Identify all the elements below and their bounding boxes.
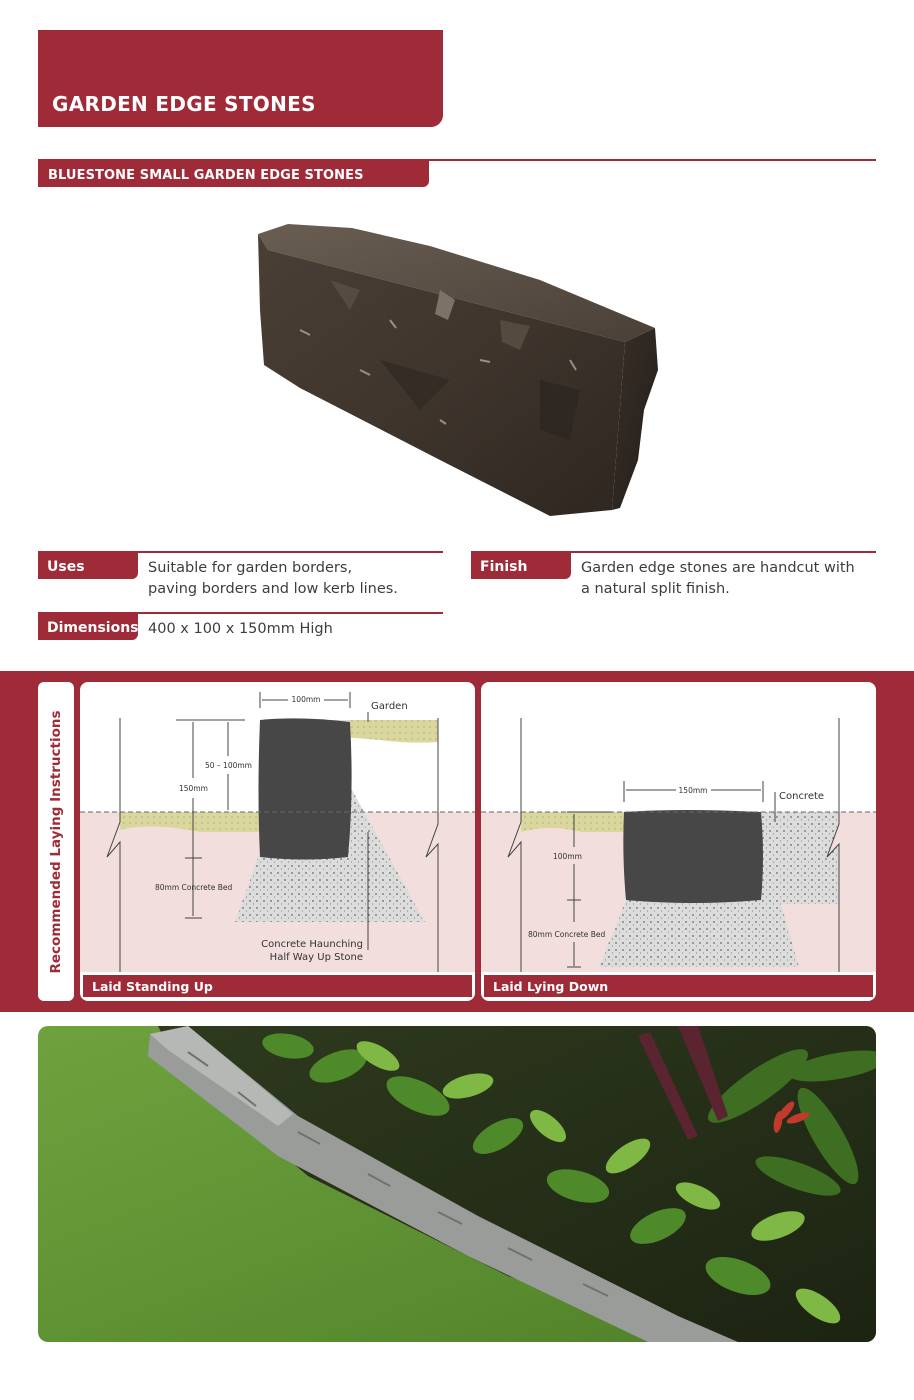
dimensions-value: 400 x 100 x 150mm High (148, 621, 333, 637)
uses-line-2: paving borders and low kerb lines. (148, 581, 398, 597)
lying-concrete-label: Concrete (779, 791, 825, 802)
standing-haunch-line-1: Concrete Haunching (261, 939, 363, 950)
lying-caption-bar (484, 975, 873, 997)
stone-product-image (240, 210, 680, 530)
dimensions-label-tab (38, 612, 138, 640)
garden-edge-photo (38, 1026, 876, 1342)
diagram-standing-card (80, 682, 475, 1001)
finish-label-tab (471, 551, 571, 579)
laying-side-card (38, 682, 74, 1001)
finish-text (581, 558, 855, 600)
finish-label: Finish (480, 559, 528, 575)
standing-width-label: 100mm (291, 695, 321, 704)
product-title-tab (38, 159, 429, 187)
diagram-standing (80, 682, 475, 1001)
uses-line-1: Suitable for garden borders, (148, 560, 353, 576)
header-banner (38, 30, 443, 127)
standing-caption: Laid Standing Up (92, 979, 213, 994)
lying-caption: Laid Lying Down (493, 979, 609, 994)
product-title-rule (429, 159, 876, 161)
laying-instructions-label: Recommended Laying Instructions (48, 710, 64, 974)
uses-text (148, 558, 398, 600)
page-title: GARDEN EDGE STONES (52, 92, 316, 116)
garden-scene-image (38, 1026, 876, 1342)
dimensions-label: Dimensions (47, 620, 139, 636)
standing-bed-label: 80mm Concrete Bed (155, 883, 233, 892)
diagram-lying-card (481, 682, 876, 1001)
standing-haunch-line-2: Half Way Up Stone (269, 952, 363, 963)
diagram-lying (481, 682, 876, 1001)
product-title: BLUESTONE SMALL GARDEN EDGE STONES (48, 168, 364, 183)
standing-depth-label: 50 – 100mm (205, 761, 252, 770)
lying-height-label: 100mm (553, 852, 582, 861)
lying-width-label: 150mm (678, 786, 708, 795)
standing-garden-label: Garden (371, 701, 408, 712)
finish-rule (571, 551, 876, 553)
uses-rule (138, 551, 443, 553)
lying-bed-label: 80mm Concrete Bed (528, 930, 606, 939)
standing-caption-bar (83, 975, 472, 997)
dimensions-rule (138, 612, 443, 614)
standing-height-label: 150mm (179, 784, 208, 793)
finish-line-1: Garden edge stones are handcut with (581, 560, 855, 576)
finish-line-2: a natural split finish. (581, 581, 730, 597)
uses-label: Uses (47, 559, 85, 575)
uses-label-tab (38, 551, 138, 579)
